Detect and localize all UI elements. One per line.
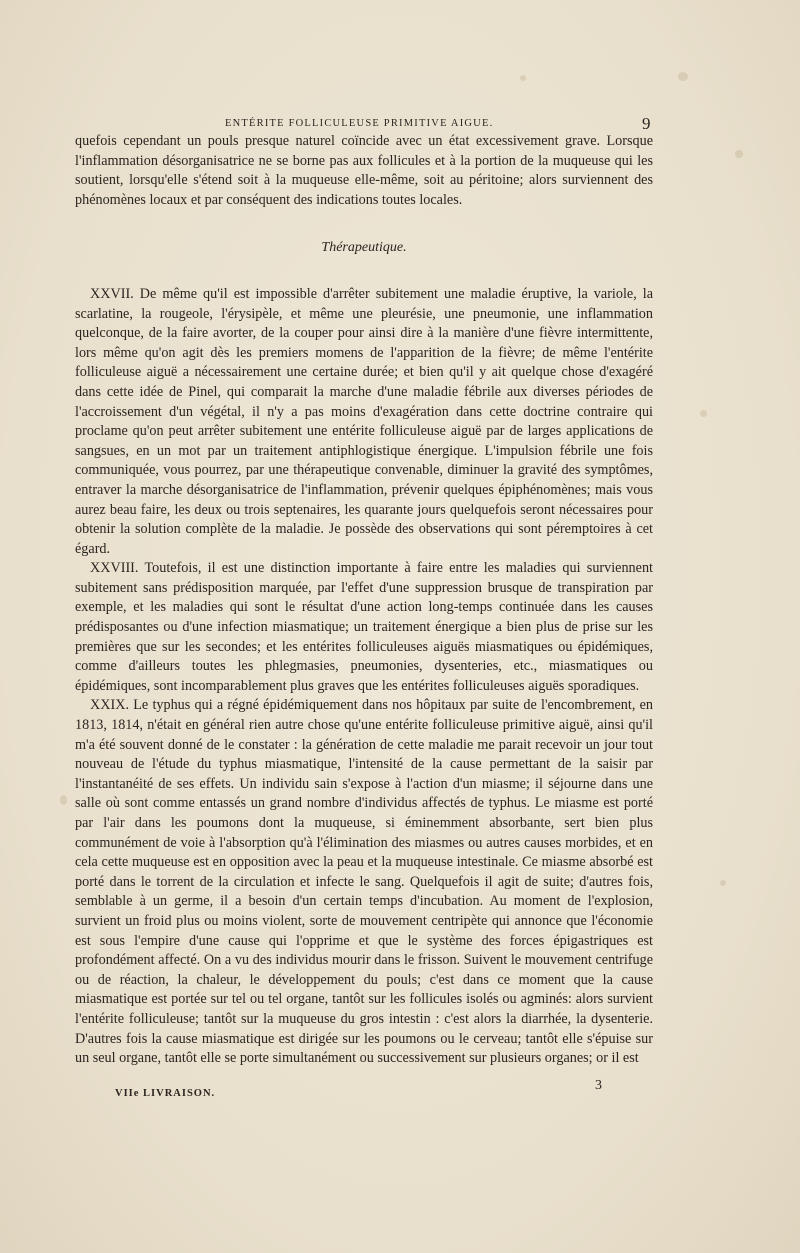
running-title: ENTÉRITE FOLLICULEUSE PRIMITIVE AIGUE. bbox=[225, 118, 494, 129]
paragraph-xxviii bbox=[75, 559, 653, 696]
page-footer bbox=[75, 1078, 653, 1102]
paragraph-label: XXVIII. bbox=[90, 560, 139, 577]
foxing-spot bbox=[678, 72, 688, 81]
intro-paragraph: quefois cependant un pouls presque naturel coïncide avec un état excessivement grave. Lorsque l'inflammation désorganisatrice ne se borne pas aux follicules et à la portion de la muqueuse qui les soutient, lorsqu'elle s'étend soit à la muqueuse elle-même, soit au péritoine; alors surviennent des phénomènes locaux et par conséquent des indications toutes locales. bbox=[75, 133, 653, 208]
foxing-spot bbox=[700, 410, 707, 417]
foxing-spot bbox=[720, 880, 726, 886]
paragraph-label: XXIX. bbox=[90, 697, 130, 714]
paragraph-xxix bbox=[75, 696, 653, 1068]
printer-signature: VIIe LIVRAISON. bbox=[115, 1088, 216, 1099]
section-heading: Thérapeutique. bbox=[321, 240, 407, 256]
signature-number: 3 bbox=[595, 1078, 602, 1093]
paragraph-label: XXVII. bbox=[90, 285, 134, 302]
paragraph-text: Le typhus qui a régné épidémiquement dans nos hôpitaux par suite de l'encombrement, en 1813, 1814, n'était en général rien autre chose qu'une entérite folliculeuse primitive aiguë, ainsi qu'il m'a été souvent donné de le constater : la génération de cette maladie me parait recevoir un jour tout nouveau de l'étude du typhus miasmatique, l'intensité de la cause permettant de la saisir par l'instantanéité de ses effets. Un individu sain s'expose à l'action d'un miasme; il séjourne dans une salle où sont comme entassés un grand nombre d'individus affectés de typhus. Le miasme est porté par l'air dans les poumons dont la muqueuse, si éminemment absorbante, sert bien plus communément de voie à l'absorption qu'à l'élimination des miasmes ou autres causes morbides, et en cela cette muqueuse est en opposition avec la peau et la muqueuse intestinale. Ce miasme absorbé est porté dans le torrent de la circulation et infecte le sang. Quelquefois il agit de suite; d'autres fois, semblable à un germe, il a besoin d'un certain temps d'incubation. Au moment de l'explosion, survient un froid plus ou moins violent, sorte de mouvement centripète qui annonce que l'économie est sous l'empire d'une cause qui l'opprime et que le système des forces épigastriques est profondément affecté. On a vu des individus mourir dans le frisson. Suivent le mouvement centrifuge ou de réaction, la chaleur, le développement du pouls; c'est dans ce moment que la cause miasmatique est portée sur tel ou tel organe, tantôt sur les follicules isolés ou agminés: alors survient l'entérite folliculeuse; tantôt sur la muqueuse du gros intestin : c'est alors la diarrhée, la dysenterie. D'autres fois la cause miasmatique est dirigée sur les poumons ou le cerveau; tantôt elle s'épuise sur un seul organe, tantôt elle se porte simultanément ou successivement sur plusieurs organes; or il est bbox=[75, 697, 653, 1067]
foxing-spot bbox=[520, 75, 526, 81]
body-text bbox=[75, 132, 653, 1069]
paragraph-text: Toutefois, il est une distinction importante à faire entre les maladies qui surviennent subitement sans prédisposition marquée, par l'effet d'une suppression brusque de transpiration par exemple, et les maladies qui sont le résultat d'une action long-temps continuée dans les causes prédisposantes ou d'une infection miasmatique; un traitement énergique a bien plus de prise sur les premières que sur les secondes; et les entérites folliculeuses aiguës miasmatiques ou épidémiques, comme d'ailleurs toutes les phlegmasies, pneumonies, dysenteries, etc., miasmatiques ou épidémiques, sont incomparablement plus graves que les entérites folliculeuses aiguës sporadiques. bbox=[75, 560, 653, 694]
foxing-spot bbox=[60, 795, 67, 805]
paragraph-xxvii bbox=[75, 285, 653, 559]
foxing-spot bbox=[735, 150, 743, 158]
page-number: 9 bbox=[642, 114, 652, 133]
paragraph-text: De même qu'il est impossible d'arrêter subitement une maladie éruptive, la variole, la scarlatine, la rougeole, l'érysipèle, et même une pleurésie, une pneumonie, une inflammation quelconque, de la faire avorter, de la couper pour ainsi dire à la manière d'une fièvre intermittente, lors même qu'on agit dès les premiers momens de l'apparition de la fièvre; de même l'entérite folliculeuse aiguë a nécessairement une certaine durée; et bien qu'il y ait quelque chose d'exagéré dans cette idée de Pinel, qui comparait la marche d'une maladie fébrile aux diverses périodes de l'accroissement d'un végétal, il n'y a pas moins d'exagération dans cette doctrine contraire qui proclame qu'on peut arrêter subitement une entérite folliculeuse aiguë par de larges applications de sangsues, en un mot par un traitement antiphlogistique énergique. L'impulsion fébrile une fois communiquée, vous pourrez, par une thérapeutique convenable, diminuer la gravité des symptômes, entraver la marche désorganisatrice de l'inflammation, prévenir quelques épiphénomènes; mais vous aurez beau faire, les deux ou trois septenaires, les quarante jours quelquefois seront nécessaires pour obtenir la solution complète de la maladie. Je possède des observations qui sont péremptoires à cet égard. bbox=[75, 285, 654, 557]
